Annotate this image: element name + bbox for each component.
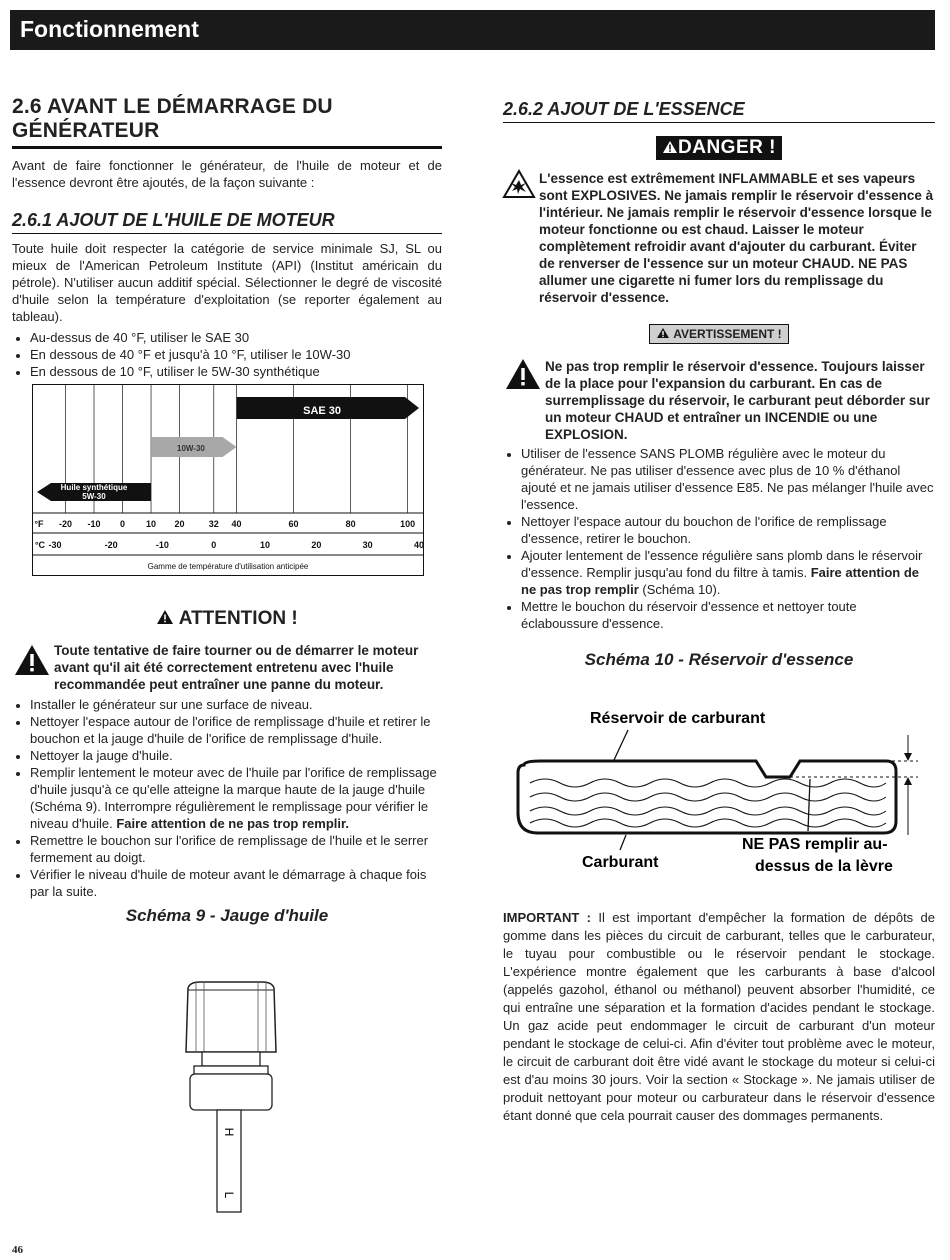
right-column (503, 95, 935, 670)
fuel-bullet (521, 547, 935, 598)
oil-step: • Vérifier le niveau d'huile de moteur avant le démarrage à chaque fois par la suite. (30, 866, 442, 900)
chart-tick-label-c: 40 (413, 540, 425, 550)
dipstick-illustration (160, 970, 360, 1230)
fuel-bullet: • Nettoyer l'espace autour du bouchon de l'orifice de remplissage d'essence, retirer le bouchon. (521, 513, 935, 547)
chart-series-label: Huile synthétique (60, 483, 128, 492)
page-header-title: Fonctionnement (20, 16, 199, 42)
fuel-tank-illustration (510, 705, 930, 880)
warning-triangle-icon (14, 644, 50, 676)
explosion-hazard-icon (503, 170, 535, 198)
warning-triangle-icon (656, 327, 670, 339)
avert-block (503, 358, 935, 443)
chart-tick-label-f: 0 (120, 519, 126, 529)
chart-axis-unit-f: °F (34, 519, 44, 529)
left-column-lower (12, 608, 442, 926)
chart-tick-label-f: 40 (231, 519, 242, 529)
chart-tick-label-c: -20 (104, 540, 118, 550)
oil-viscosity-chart-svg (33, 385, 423, 575)
chart-tick-label-f: -20 (58, 519, 73, 529)
section-2-6-2-title: 2.6.2 AJOUT DE L'ESSENCE (503, 99, 935, 123)
oil-steps (12, 696, 442, 900)
fuel-bullet-bold: Faire attention de ne pas trop remplir (521, 565, 920, 597)
page-header-bar (10, 10, 935, 50)
important-block (503, 909, 935, 1125)
important-text: Il est important d'empêcher la formation de dépôts de gomme dans les pièces du circuit de carburant, telles que le carburateur, le tuyau pour combustible ou le réservoir pendant le stockage. L'expérience montre également que les carburants à base d'alcool (appelés gazohol, éthanol ou méthanol) peuvent absorber l'humidité, ce qui entraîne une séparation et la formation d'acides pendant le stockage. Un gaz acide peut endommager le circuit de carburant d'un moteur pendant le stockage de celui-ci. Afin d'éviter tout problème avec le moteur, le circuit de carburant doit être vidé avant le stockage du moteur si celui-ci est d'au moins 30 jours. Voir la section « Stockage ». Ne jamais utiliser de produit nettoyant pour moteur ou carburateur dans le réservoir d'essence étant donné que cela pourrait causer des dommages permanents. (503, 910, 935, 1123)
chart-tick-label-f: 32 (208, 519, 219, 529)
chart-tick-label-c: 20 (311, 540, 322, 550)
chart-series-label: 10W-30 (177, 444, 205, 453)
fuel-label: Carburant (582, 854, 659, 871)
danger-text: L'essence est extrêmement INFLAMMABLE et ses vapeurs sont EXPLOSIVES. Ne jamais remplir le réservoir d'essence à l'intérieur. Ne jamais remplir le réservoir d'essence lorsque le moteur fonctionne ou est chaud. Laisser le moteur complètement refroidir avant d'ajouter du carburant. Éviter de renverser de l'essence sur un moteur CHAUD. NE PAS allumer une cigarette ni fumer lors du remplissage du réservoir d'essence. (539, 171, 934, 305)
chart-tick-label-c: 10 (260, 540, 271, 550)
schema-9-caption: Schéma 9 - Jauge d'huile (125, 906, 329, 925)
chart-tick-label-c: -10 (155, 540, 169, 550)
danger-title: DANGER ! (678, 137, 776, 158)
no-fill-label-line2: dessus de la lèvre (755, 858, 893, 875)
oil-bullet: • En dessous de 40 °F et jusqu'à 10 °F, utiliser le 10W-30 (30, 346, 442, 363)
chart-tick-label-f: 100 (400, 519, 416, 529)
fuel-bullet-text: Ajouter lentement de l'essence régulière sans plomb dans le réservoir d'essence. Remplir jusqu'au fond du filtre à tamis. (521, 548, 923, 580)
warning-triangle-icon (662, 140, 678, 154)
oil-bullet: • En dessous de 10 °F, utiliser le 5W-30 synthétique (30, 363, 442, 380)
dipstick-low-mark: L (222, 1191, 236, 1199)
avert-badge (649, 324, 788, 344)
section-2-6-title: 2.6 AVANT LE DÉMARRAGE DU GÉNÉRATEUR (12, 95, 442, 149)
left-column (12, 95, 442, 380)
section-2-6-1-text: Toute huile doit respecter la catégorie de service minimale SJ, SL ou mieux de l'American Petroleum Institute (API) (Institut américain du pétrole). N'utiliser aucun additif spécial. Sélectionner le degré de viscosité d'huile selon la température d'exploitation (se reporter également au tableau). (12, 241, 442, 324)
important-label: IMPORTANT : (503, 910, 591, 925)
chart-tick-label-f: 60 (288, 519, 299, 529)
page-number: 46 (12, 1244, 23, 1256)
attention-text: Toute tentative de faire tourner ou de démarrer le moteur avant qu'il ait été correctement entretenu avec l'huile recommandée peut entraîner une panne du moteur. (54, 643, 419, 692)
oil-step: • Nettoyer la jauge d'huile. (30, 747, 442, 764)
fuel-bullet: • Mettre le bouchon du réservoir d'essence et nettoyer toute éclaboussure d'essence. (521, 598, 935, 632)
oil-bullets (12, 329, 442, 380)
oil-step-bold: Faire attention de ne pas trop remplir. (116, 816, 349, 831)
chart-tick-label-f: -10 (87, 519, 101, 529)
oil-step: • Remettre le bouchon sur l'orifice de remplissage de l'huile et le serrer fermement au doigt. (30, 832, 442, 866)
danger-badge (656, 136, 782, 160)
oil-step-text: Remplir lentement le moteur avec de l'huile par l'orifice de remplissage d'huile jusqu'à ce qu'elle atteigne la marque haute de la jauge d'huile (Schéma 9). Interrompre régulièrement le remplissage pour vérifier le niveau d'huile. (30, 765, 437, 831)
important-paragraph (503, 909, 935, 1125)
fuel-bullet-tail: (Schéma 10). (642, 582, 721, 597)
chart-series-label: 5W-30 (82, 492, 106, 501)
fuel-bullet: • Utiliser de l'essence SANS PLOMB régulière avec le moteur du générateur. Ne pas utiliser d'essence avec plus de 10 % d'éthanol ajouté et ne jamais utiliser d'essence E85. Ne pas mélanger l'huile avec l'essence. (521, 445, 935, 513)
oil-step: • Nettoyer l'espace autour de l'orifice de remplissage d'huile et retirer le bouchon et la jauge d'huile de l'orifice de remplissage d'huile. (30, 713, 442, 747)
chart-tick-label-c: -30 (48, 540, 62, 550)
chart-tick-label-f: 10 (146, 519, 157, 529)
chart-tick-label-c: 30 (362, 540, 373, 550)
attention-header (12, 608, 442, 630)
danger-block (503, 170, 935, 306)
no-fill-label-line1: NE PAS remplir au- (742, 836, 888, 853)
danger-header (503, 136, 935, 160)
section-2-6-intro: Avant de faire fonctionner le générateur, de l'huile de moteur et de l'essence devront être ajoutés, de la façon suivante : (12, 158, 442, 190)
avert-title: AVERTISSEMENT ! (673, 327, 782, 341)
section-2-6-1-title: 2.6.1 AJOUT DE L'HUILE DE MOTEUR (12, 210, 442, 234)
warning-triangle-icon (505, 358, 541, 390)
tank-label: Réservoir de carburant (590, 710, 766, 727)
chart-x-label: Gamme de température d'utilisation anticipée (147, 562, 309, 571)
fuel-bullets (503, 445, 935, 632)
oil-step (30, 764, 442, 832)
chart-tick-label-c: 0 (211, 540, 217, 550)
schema-10-caption: Schéma 10 - Réservoir d'essence (584, 650, 854, 669)
oil-step: • Installer le générateur sur une surface de niveau. (30, 696, 442, 713)
oil-bullet: • Au-dessus de 40 °F, utiliser le SAE 30 (30, 329, 442, 346)
chart-tick-label-f: 20 (174, 519, 185, 529)
avert-header (503, 324, 935, 344)
chart-tick-label-f: 80 (345, 519, 356, 529)
chart-axis-unit-c: °C (34, 540, 46, 550)
chart-series-label: SAE 30 (303, 405, 342, 417)
warning-triangle-icon (156, 609, 174, 625)
oil-viscosity-chart (32, 384, 424, 576)
avert-text: Ne pas trop remplir le réservoir d'essence. Toujours laisser de la place pour l'expansion du carburant. En cas de surremplissage du réservoir, le carburant peut déborder sur un moteur CHAUD et entraîner un INCENDIE ou une EXPLOSION. (545, 359, 930, 442)
attention-title: ATTENTION ! (178, 608, 298, 629)
attention-block (12, 642, 442, 693)
dipstick-high-mark: H (222, 1127, 236, 1137)
